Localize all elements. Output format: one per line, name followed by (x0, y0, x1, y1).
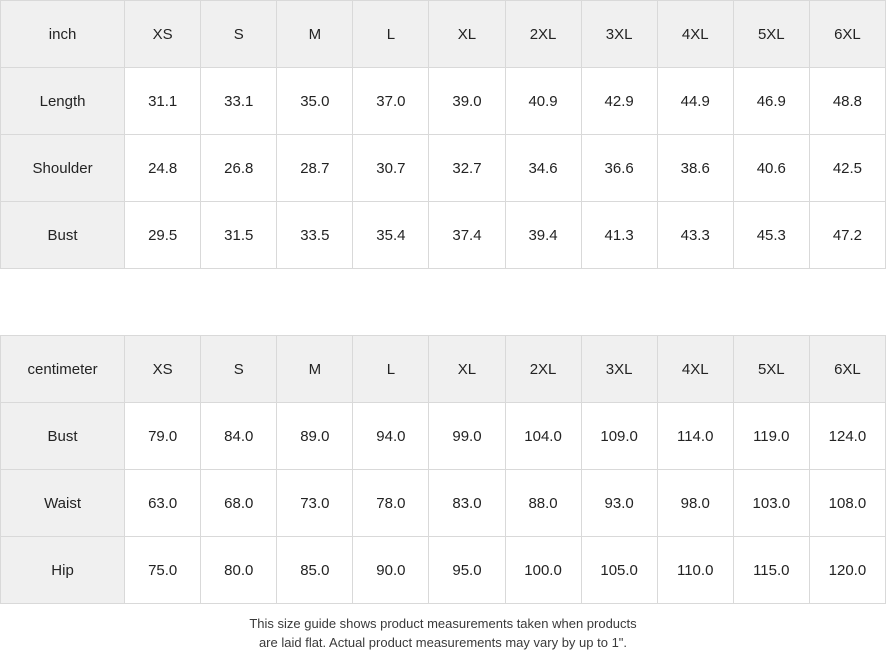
size-header-cm-xs: XS (125, 336, 201, 403)
size-header-xs: XS (125, 1, 201, 68)
cell-bust-cm-2xl: 104.0 (505, 403, 581, 470)
cell-bust-cm-5xl: 119.0 (733, 403, 809, 470)
table-row (1, 403, 886, 470)
size-header-cm-6xl: 6XL (809, 336, 885, 403)
cell-shoulder-6xl: 42.5 (809, 135, 885, 202)
cell-bust-cm-xs: 79.0 (125, 403, 201, 470)
unit-label-centimeter: centimeter (1, 336, 125, 403)
size-header-6xl: 6XL (809, 1, 885, 68)
cell-hip-2xl: 100.0 (505, 537, 581, 604)
cell-bust-cm-l: 94.0 (353, 403, 429, 470)
size-table-centimeter (0, 335, 886, 604)
cell-waist-3xl: 93.0 (581, 470, 657, 537)
size-header-cm-3xl: 3XL (581, 336, 657, 403)
cell-length-6xl: 48.8 (809, 68, 885, 135)
size-header-cm-2xl: 2XL (505, 336, 581, 403)
cell-bust-cm-6xl: 124.0 (809, 403, 885, 470)
cell-hip-xs: 75.0 (125, 537, 201, 604)
cell-shoulder-4xl: 38.6 (657, 135, 733, 202)
row-label-hip: Hip (1, 537, 125, 604)
unit-label-inch: inch (1, 1, 125, 68)
cell-length-m: 35.0 (277, 68, 353, 135)
table-spacer (0, 269, 886, 335)
row-label-bust-cm: Bust (1, 403, 125, 470)
size-header-cm-xl: XL (429, 336, 505, 403)
size-header-3xl: 3XL (581, 1, 657, 68)
cell-shoulder-2xl: 34.6 (505, 135, 581, 202)
cell-shoulder-m: 28.7 (277, 135, 353, 202)
size-header-l: L (353, 1, 429, 68)
cell-bust-inch-4xl: 43.3 (657, 202, 733, 269)
cell-waist-6xl: 108.0 (809, 470, 885, 537)
table-row (1, 202, 886, 269)
cell-hip-s: 80.0 (201, 537, 277, 604)
size-header-m: M (277, 1, 353, 68)
cell-hip-4xl: 110.0 (657, 537, 733, 604)
cell-shoulder-xs: 24.8 (125, 135, 201, 202)
cell-bust-inch-3xl: 41.3 (581, 202, 657, 269)
cell-length-xl: 39.0 (429, 68, 505, 135)
cell-length-xs: 31.1 (125, 68, 201, 135)
cell-bust-inch-s: 31.5 (201, 202, 277, 269)
cell-shoulder-l: 30.7 (353, 135, 429, 202)
cell-length-5xl: 46.9 (733, 68, 809, 135)
row-label-waist: Waist (1, 470, 125, 537)
size-header-cm-s: S (201, 336, 277, 403)
cell-bust-inch-6xl: 47.2 (809, 202, 885, 269)
size-header-cm-m: M (277, 336, 353, 403)
cell-waist-5xl: 103.0 (733, 470, 809, 537)
cell-bust-inch-5xl: 45.3 (733, 202, 809, 269)
cell-bust-cm-m: 89.0 (277, 403, 353, 470)
cell-bust-cm-s: 84.0 (201, 403, 277, 470)
size-header-xl: XL (429, 1, 505, 68)
table-row (1, 537, 886, 604)
size-header-cm-5xl: 5XL (733, 336, 809, 403)
row-label-length: Length (1, 68, 125, 135)
table-header-row (1, 336, 886, 403)
size-header-cm-l: L (353, 336, 429, 403)
size-guide-footnote (0, 614, 886, 652)
row-label-shoulder: Shoulder (1, 135, 125, 202)
cell-hip-6xl: 120.0 (809, 537, 885, 604)
cell-hip-xl: 95.0 (429, 537, 505, 604)
cell-bust-cm-3xl: 109.0 (581, 403, 657, 470)
size-header-cm-4xl: 4XL (657, 336, 733, 403)
footnote-line-1: This size guide shows product measurements taken when products (249, 616, 637, 631)
cell-bust-cm-xl: 99.0 (429, 403, 505, 470)
cell-shoulder-s: 26.8 (201, 135, 277, 202)
cell-waist-2xl: 88.0 (505, 470, 581, 537)
cell-waist-m: 73.0 (277, 470, 353, 537)
cell-bust-inch-xl: 37.4 (429, 202, 505, 269)
size-header-5xl: 5XL (733, 1, 809, 68)
table-row (1, 135, 886, 202)
cell-shoulder-xl: 32.7 (429, 135, 505, 202)
table-header-row (1, 1, 886, 68)
cell-bust-inch-l: 35.4 (353, 202, 429, 269)
cell-hip-5xl: 115.0 (733, 537, 809, 604)
cell-waist-4xl: 98.0 (657, 470, 733, 537)
row-label-bust-inch: Bust (1, 202, 125, 269)
cell-bust-inch-m: 33.5 (277, 202, 353, 269)
cell-hip-m: 85.0 (277, 537, 353, 604)
cell-bust-inch-xs: 29.5 (125, 202, 201, 269)
cell-shoulder-3xl: 36.6 (581, 135, 657, 202)
footnote-line-2: are laid flat. Actual product measurements may vary by up to 1". (258, 635, 628, 650)
size-header-4xl: 4XL (657, 1, 733, 68)
size-header-2xl: 2XL (505, 1, 581, 68)
cell-shoulder-5xl: 40.6 (733, 135, 809, 202)
cell-length-l: 37.0 (353, 68, 429, 135)
cell-waist-s: 68.0 (201, 470, 277, 537)
cell-length-2xl: 40.9 (505, 68, 581, 135)
cell-hip-l: 90.0 (353, 537, 429, 604)
cell-waist-l: 78.0 (353, 470, 429, 537)
size-table-inch (0, 0, 886, 269)
cell-length-s: 33.1 (201, 68, 277, 135)
cell-hip-3xl: 105.0 (581, 537, 657, 604)
cell-length-3xl: 42.9 (581, 68, 657, 135)
table-row (1, 470, 886, 537)
table-row (1, 68, 886, 135)
cell-bust-cm-4xl: 114.0 (657, 403, 733, 470)
cell-waist-xs: 63.0 (125, 470, 201, 537)
size-header-s: S (201, 1, 277, 68)
cell-length-4xl: 44.9 (657, 68, 733, 135)
cell-bust-inch-2xl: 39.4 (505, 202, 581, 269)
cell-waist-xl: 83.0 (429, 470, 505, 537)
